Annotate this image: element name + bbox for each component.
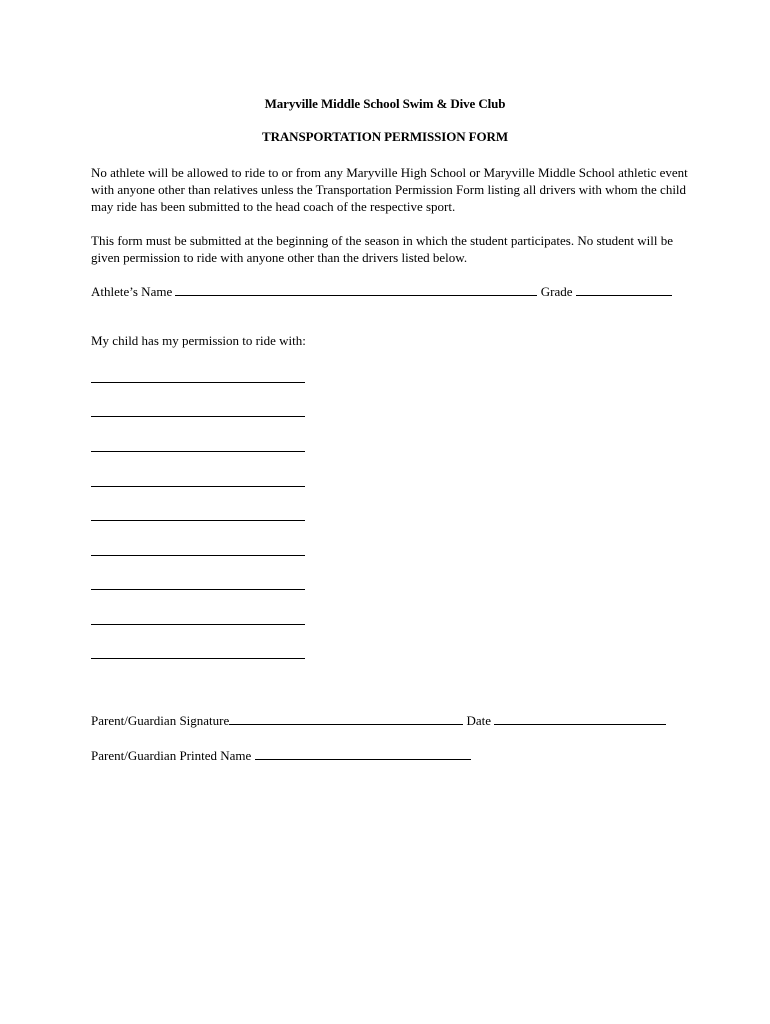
form-title: TRANSPORTATION PERMISSION FORM — [262, 129, 508, 144]
signature-field[interactable] — [229, 712, 463, 725]
athlete-row — [91, 283, 672, 300]
date-field[interactable] — [494, 712, 666, 725]
driver-name-field[interactable] — [91, 416, 305, 417]
submit-instructions-paragraph: This form must be submitted at the beginning of the season in which the student participates. No student will be given permission to ride with anyone other than the drivers listed below. — [91, 233, 674, 265]
printed-name-row — [91, 747, 471, 764]
driver-name-field[interactable] — [91, 589, 305, 590]
athlete-name-label: Athlete’s Name — [91, 284, 173, 299]
driver-name-field[interactable] — [91, 451, 305, 452]
athlete-name-field[interactable] — [175, 283, 537, 296]
signature-row — [91, 712, 666, 729]
driver-name-field[interactable] — [91, 624, 305, 625]
printed-name-label: Parent/Guardian Printed Name — [91, 748, 252, 763]
date-label: Date — [466, 713, 492, 728]
signature-label: Parent/Guardian Signature — [91, 713, 230, 728]
driver-name-field[interactable] — [91, 555, 305, 556]
driver-name-field[interactable] — [91, 382, 305, 383]
permission-label: My child has my permission to ride with: — [91, 333, 306, 348]
grade-field[interactable] — [576, 283, 672, 296]
driver-name-field[interactable] — [91, 486, 305, 487]
driver-name-field[interactable] — [91, 658, 305, 659]
club-title: Maryville Middle School Swim & Dive Club — [264, 96, 506, 111]
grade-label: Grade — [540, 284, 573, 299]
driver-name-field[interactable] — [91, 520, 305, 521]
intro-paragraph: No athlete will be allowed to ride to or from any Maryville High School or Maryville Middle School athletic event with anyone other than relatives unless the Transportation Permission Form listing all drivers with whom the child may ride has been submitted to the head coach of the respective sport. — [91, 165, 688, 214]
printed-name-field[interactable] — [255, 747, 471, 760]
